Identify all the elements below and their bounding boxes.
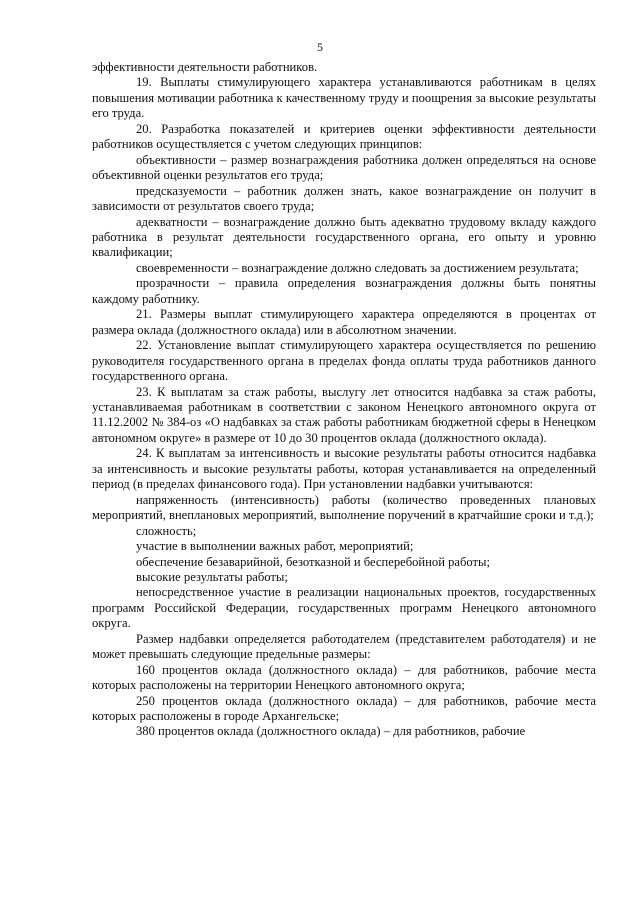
paragraph-bonus-size: Размер надбавки определяется работодателем (представителем работодателя) и не может превышать следующие предельные размеры: <box>92 631 596 662</box>
paragraph-22: 22. Установление выплат стимулирующего характера осуществляется по решению руководителя государственного органа в пределах фонда оплаты труда работников данного государственного органа. <box>92 338 596 384</box>
limit-nao: 160 процентов оклада (должностного оклада) – для работников, рабочие места которых расположены на территории Ненецкого автономного округа; <box>92 662 596 693</box>
limit-arkhangelsk: 250 процентов оклада (должностного оклада) – для работников, рабочие места которых расположены в городе Архангельске; <box>92 693 596 724</box>
limit-other: 380 процентов оклада (должностного оклада) – для работников, рабочие <box>136 724 526 739</box>
paragraph-20: 20. Разработка показателей и критериев оценки эффективности деятельности работников осуществляется с учетом следующих принципов: <box>92 121 596 152</box>
criterion-reliability: обеспечение безаварийной, безотказной и бесперебойной работы; <box>136 554 490 569</box>
principle-transparency: прозрачности – правила определения вознаграждения должны быть понятны каждому работнику. <box>92 276 596 306</box>
paragraph-continuation: эффективности деятельности работников. <box>92 60 318 74</box>
criterion-intensity: напряженность (интенсивность) работы (количество проведенных плановых мероприятий, внеплановых мероприятий, выполнение поручений в кратчайшие сроки и т.д.); <box>92 492 596 523</box>
paragraph-23: 23. К выплатам за стаж работы, выслугу лет относится надбавка за стаж работы, устанавливаемая работникам в соответствии с законом Ненецкого автономного округа от 11.12.2002 № 384-оз «О надбавках за стаж работы работникам бюджетной сферы в Ненецком автономном округе» в размере от 10 до 30 процентов оклада (должностного оклада). <box>92 384 596 445</box>
page-number: 5 <box>317 40 323 54</box>
criterion-important-work: участие в выполнении важных работ, мероприятий; <box>136 539 414 554</box>
criterion-high-results: высокие результаты работы; <box>136 569 288 584</box>
principle-timeliness: своевременности – вознаграждение должно следовать за достижением результата; <box>136 260 579 275</box>
paragraph-21: 21. Размеры выплат стимулирующего характера определяются в процентах от размера оклада (должностного оклада) или в абсолютном значении. <box>92 307 596 337</box>
principle-objectivity: объективности – размер вознаграждения работника должен определяться на основе объективной оценки результатов его труда; <box>92 152 596 183</box>
document-body <box>92 60 596 740</box>
criterion-national-projects: непосредственное участие в реализации национальных проектов, государственных программ Российской Федерации, государственных программ Ненецкого автономного округа. <box>92 585 596 631</box>
paragraph-19: 19. Выплаты стимулирующего характера устанавливаются работникам в целях повышения мотивации работника к качественному труду и поощрения за высокие результаты его труда. <box>92 75 596 121</box>
criterion-complexity: сложность; <box>136 523 197 538</box>
principle-predictability: предсказуемости – работник должен знать, какое вознаграждение он получит в зависимости от результатов своего труда; <box>92 183 596 214</box>
paragraph-24: 24. К выплатам за интенсивность и высокие результаты работы относится надбавка за интенсивность и высокие результаты работы, которая устанавливается на определенный период (в пределах финансового года). При установлении надбавки учитываются: <box>92 446 596 492</box>
principle-adequacy: адекватности – вознаграждение должно быть адекватно трудовому вкладу каждого работника в результат деятельности государственного органа, его опыту и уровню квалификации; <box>92 214 596 260</box>
